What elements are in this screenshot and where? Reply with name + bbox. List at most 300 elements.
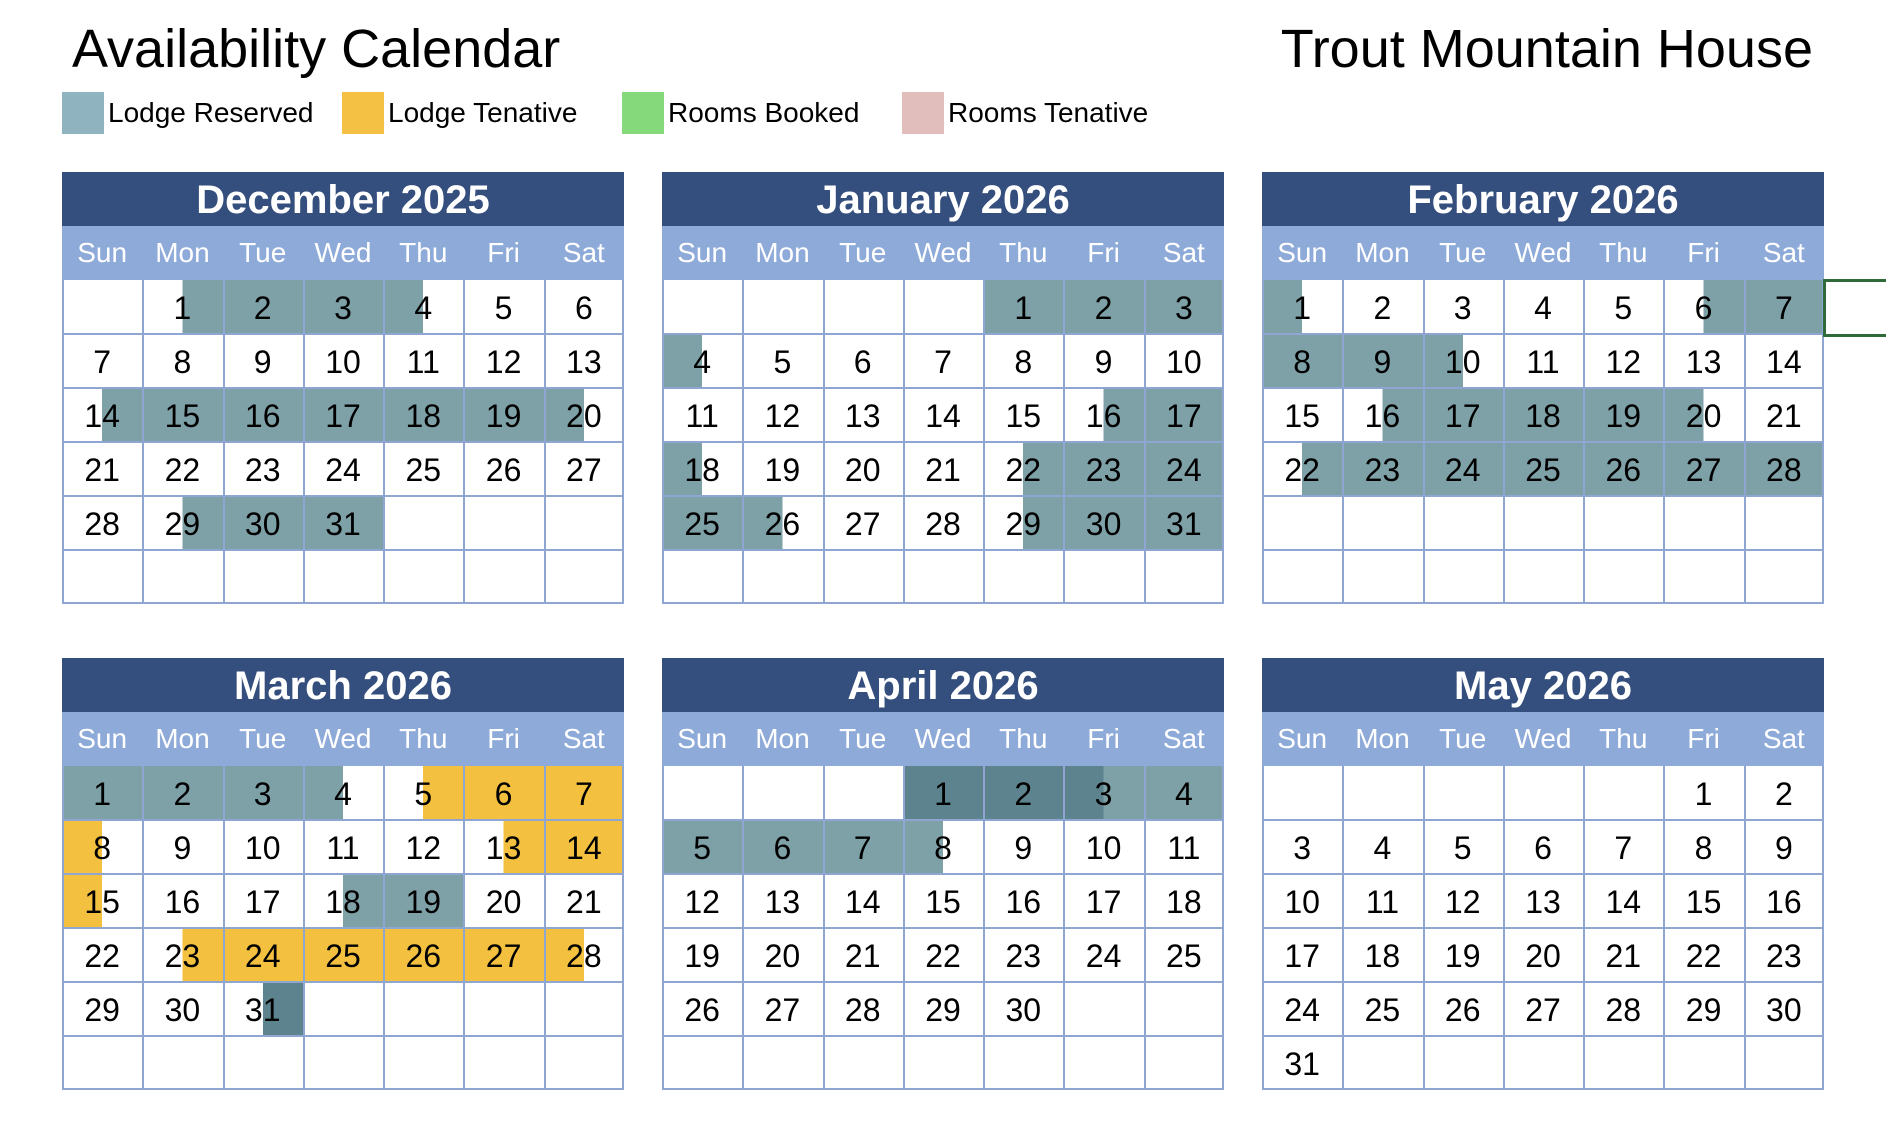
calendar-day[interactable] <box>823 982 903 1036</box>
grid-line <box>1262 549 1824 551</box>
grid-line <box>662 819 1224 821</box>
weekday-label: Sat <box>562 723 605 754</box>
calendar-day[interactable] <box>142 280 222 334</box>
calendar-day[interactable] <box>463 766 543 820</box>
calendar-day[interactable] <box>223 982 303 1036</box>
calendar-day[interactable] <box>983 766 1063 820</box>
day-number: 20 <box>844 452 881 488</box>
calendar-day[interactable] <box>223 334 303 388</box>
calendar-day[interactable] <box>662 982 742 1036</box>
calendar-day[interactable] <box>544 928 624 982</box>
day-number: 30 <box>164 992 201 1028</box>
day-number: 27 <box>764 992 801 1028</box>
calendar-day[interactable] <box>383 766 463 820</box>
day-number: 27 <box>566 452 602 488</box>
calendar-day[interactable] <box>662 820 742 874</box>
calendar-day[interactable] <box>1342 874 1422 928</box>
weekday-label: Tue <box>839 237 887 268</box>
calendar-day[interactable] <box>303 820 383 874</box>
day-number: 5 <box>414 776 433 812</box>
calendar-day[interactable] <box>463 388 543 442</box>
day-number: 28 <box>844 992 881 1028</box>
calendar-day[interactable] <box>903 442 983 496</box>
grid-line <box>662 549 1224 551</box>
day-number: 15 <box>1005 398 1042 434</box>
calendar-day[interactable] <box>303 766 383 820</box>
calendar-day[interactable] <box>903 874 983 928</box>
weekday-label: Sat <box>562 237 605 268</box>
day-number: 2 <box>173 776 192 812</box>
calendar-day[interactable] <box>62 442 142 496</box>
calendar-day[interactable] <box>223 820 303 874</box>
calendar-day[interactable] <box>383 442 463 496</box>
day-number: 7 <box>1614 830 1633 866</box>
calendar-day[interactable] <box>463 928 543 982</box>
calendar-day[interactable] <box>1423 874 1503 928</box>
day-number: 3 <box>334 290 352 326</box>
day-number: 24 <box>244 938 281 974</box>
day-number: 28 <box>1766 452 1802 488</box>
calendar-day[interactable] <box>742 820 822 874</box>
calendar-day[interactable] <box>1423 820 1503 874</box>
calendar-day[interactable] <box>1503 442 1583 496</box>
calendar-day[interactable] <box>142 928 222 982</box>
calendar-day[interactable] <box>142 982 222 1036</box>
calendar-day[interactable] <box>1744 928 1824 982</box>
day-number: 24 <box>325 452 361 488</box>
day-number: 17 <box>325 398 361 434</box>
day-number: 14 <box>925 398 961 434</box>
day-number: 6 <box>773 830 792 866</box>
day-number: 15 <box>84 884 120 920</box>
calendar-day[interactable] <box>1503 928 1583 982</box>
grid-line <box>1262 1035 1824 1037</box>
calendar-day[interactable] <box>544 820 624 874</box>
weekday-label: Thu <box>999 723 1048 754</box>
day-number: 13 <box>485 830 522 866</box>
calendar-day[interactable] <box>142 766 222 820</box>
calendar-day[interactable] <box>223 388 303 442</box>
calendar-day[interactable] <box>662 928 742 982</box>
calendar-day[interactable] <box>383 280 463 334</box>
calendar-day[interactable] <box>1663 928 1743 982</box>
calendar-day[interactable] <box>983 388 1063 442</box>
weekday-label: Fri <box>487 723 520 754</box>
day-number: 9 <box>1774 830 1793 866</box>
calendar-day[interactable] <box>1342 388 1422 442</box>
calendar-day[interactable] <box>1063 496 1143 550</box>
page-title: Availability Calendar <box>72 19 561 79</box>
calendar-day[interactable] <box>62 928 142 982</box>
day-number: 19 <box>485 398 522 434</box>
grid-line <box>62 927 624 929</box>
calendar-day[interactable] <box>544 874 624 928</box>
day-number: 6 <box>574 290 593 326</box>
calendar-day[interactable] <box>742 928 822 982</box>
calendar-day[interactable] <box>1262 874 1342 928</box>
calendar-day[interactable] <box>142 496 222 550</box>
weekday-header <box>1262 712 1824 766</box>
calendar-day[interactable] <box>903 820 983 874</box>
calendar-day[interactable] <box>1063 874 1143 928</box>
day-number: 29 <box>925 992 961 1028</box>
calendar-day[interactable] <box>662 388 742 442</box>
day-grid <box>62 766 624 1090</box>
day-number: 7 <box>1774 290 1793 326</box>
calendar-day[interactable] <box>1262 928 1342 982</box>
day-number: 13 <box>1525 884 1561 920</box>
calendar-day[interactable] <box>303 388 383 442</box>
calendar-day[interactable] <box>1744 442 1824 496</box>
day-number: 22 <box>1284 452 1320 488</box>
calendar-day[interactable] <box>142 334 222 388</box>
calendar-day[interactable] <box>823 334 903 388</box>
calendar-day[interactable] <box>1503 820 1583 874</box>
day-number: 17 <box>1284 938 1320 974</box>
calendar-day[interactable] <box>303 496 383 550</box>
weekday-label: Thu <box>1599 723 1648 754</box>
day-number: 16 <box>244 398 281 434</box>
calendar-day[interactable] <box>742 496 822 550</box>
day-number: 19 <box>1444 938 1481 974</box>
calendar-day[interactable] <box>1342 820 1422 874</box>
day-number: 25 <box>684 506 720 542</box>
day-number: 14 <box>566 830 602 866</box>
calendar-day[interactable] <box>1744 820 1824 874</box>
calendar-day[interactable] <box>1744 280 1824 334</box>
calendar-day[interactable] <box>1744 388 1824 442</box>
calendar-day[interactable] <box>303 334 383 388</box>
day-number: 20 <box>1685 398 1722 434</box>
calendar-day[interactable] <box>983 874 1063 928</box>
calendar-day[interactable] <box>1583 442 1663 496</box>
calendar-day[interactable] <box>983 928 1063 982</box>
calendar-day[interactable] <box>463 874 543 928</box>
calendar-day[interactable] <box>1583 874 1663 928</box>
calendar-day[interactable] <box>1503 982 1583 1036</box>
grid-line <box>662 1088 1224 1090</box>
day-number: 18 <box>684 452 720 488</box>
calendar-day[interactable] <box>1423 442 1503 496</box>
weekday-label: Tue <box>1439 237 1487 268</box>
day-number: 12 <box>764 398 801 434</box>
calendar-day[interactable] <box>383 928 463 982</box>
calendar-day[interactable] <box>62 388 142 442</box>
calendar-day[interactable] <box>1063 280 1143 334</box>
calendar-day[interactable] <box>1262 388 1342 442</box>
calendar-day[interactable] <box>983 820 1063 874</box>
day-number: 2 <box>1094 290 1113 326</box>
calendar-day[interactable] <box>544 766 624 820</box>
calendar-day[interactable] <box>823 442 903 496</box>
calendar-day[interactable] <box>544 280 624 334</box>
calendar-day[interactable] <box>303 928 383 982</box>
weekday-label: Mon <box>755 723 810 754</box>
weekday-label: Fri <box>1687 237 1720 268</box>
calendar-day[interactable] <box>1663 982 1743 1036</box>
calendar-day[interactable] <box>1744 874 1824 928</box>
calendar-day[interactable] <box>1423 280 1503 334</box>
calendar-day[interactable] <box>742 982 822 1036</box>
calendar-day[interactable] <box>1144 820 1224 874</box>
calendar-day[interactable] <box>742 388 822 442</box>
calendar-day[interactable] <box>983 442 1063 496</box>
calendar-day[interactable] <box>1744 766 1824 820</box>
day-number: 12 <box>1605 344 1642 380</box>
calendar-day[interactable] <box>983 334 1063 388</box>
calendar-day[interactable] <box>544 442 624 496</box>
calendar-day[interactable] <box>303 874 383 928</box>
property-name: Trout Mountain House <box>1280 19 1813 79</box>
weekday-header <box>662 712 1224 766</box>
calendar-day[interactable] <box>1423 982 1503 1036</box>
weekday-label: Tue <box>239 723 287 754</box>
calendar-day[interactable] <box>1342 334 1422 388</box>
calendar-day[interactable] <box>1144 874 1224 928</box>
calendar-day[interactable] <box>303 442 383 496</box>
calendar-day[interactable] <box>544 388 624 442</box>
calendar-day[interactable] <box>1583 820 1663 874</box>
calendar-day[interactable] <box>1144 334 1224 388</box>
calendar-day[interactable] <box>1663 820 1743 874</box>
day-number: 17 <box>244 884 281 920</box>
calendar-day[interactable] <box>1144 928 1224 982</box>
weekday-label: Fri <box>487 237 520 268</box>
calendar-day[interactable] <box>1262 1036 1342 1090</box>
day-number: 4 <box>1373 830 1392 866</box>
calendar-day[interactable] <box>742 334 822 388</box>
calendar-day[interactable] <box>1063 334 1143 388</box>
day-number: 27 <box>844 506 881 542</box>
month-calendar <box>62 172 624 604</box>
day-number: 29 <box>1005 506 1042 542</box>
day-number: 16 <box>1766 884 1802 920</box>
calendar-day[interactable] <box>223 874 303 928</box>
calendar-day[interactable] <box>142 820 222 874</box>
day-number: 1 <box>1694 776 1713 812</box>
day-number: 9 <box>1014 830 1033 866</box>
weekday-label: Thu <box>1599 237 1648 268</box>
calendar-day[interactable] <box>1503 874 1583 928</box>
month-calendar <box>662 172 1224 604</box>
calendar-day[interactable] <box>1663 388 1743 442</box>
calendar-day[interactable] <box>903 982 983 1036</box>
calendar-day[interactable] <box>1503 280 1583 334</box>
calendar-day[interactable] <box>1144 766 1224 820</box>
calendar-day[interactable] <box>463 280 543 334</box>
day-number: 27 <box>1685 452 1722 488</box>
day-number: 26 <box>684 992 720 1028</box>
day-number: 10 <box>1284 884 1320 920</box>
calendar-day[interactable] <box>662 442 742 496</box>
weekday-label: Sat <box>1762 723 1805 754</box>
calendar-day[interactable] <box>463 334 543 388</box>
day-number: 5 <box>494 290 513 326</box>
day-number: 5 <box>1453 830 1472 866</box>
calendar-day[interactable] <box>903 928 983 982</box>
grid-line <box>62 495 624 497</box>
calendar-day[interactable] <box>1342 928 1422 982</box>
calendar-day[interactable] <box>463 442 543 496</box>
calendar-day[interactable] <box>662 334 742 388</box>
calendar-day[interactable] <box>983 496 1063 550</box>
calendar-day[interactable] <box>903 334 983 388</box>
calendar-day[interactable] <box>983 280 1063 334</box>
month-calendar <box>662 658 1224 1090</box>
day-grid <box>1262 280 1824 604</box>
day-number: 9 <box>253 344 272 380</box>
calendar-day[interactable] <box>142 388 222 442</box>
day-number: 26 <box>485 452 522 488</box>
weekday-label: Mon <box>755 237 810 268</box>
calendar-day[interactable] <box>983 982 1063 1036</box>
calendar-day[interactable] <box>1583 388 1663 442</box>
grid-line <box>62 333 624 335</box>
grid-line <box>1262 819 1824 821</box>
day-number: 3 <box>1293 830 1312 866</box>
calendar-day[interactable] <box>1663 874 1743 928</box>
calendar-day[interactable] <box>303 280 383 334</box>
calendar-day[interactable] <box>1583 928 1663 982</box>
calendar-day[interactable] <box>823 496 903 550</box>
day-number: 4 <box>334 776 352 812</box>
calendar-day[interactable] <box>1262 280 1342 334</box>
day-number: 11 <box>685 398 719 434</box>
day-number: 24 <box>1166 452 1202 488</box>
day-number: 5 <box>1614 290 1633 326</box>
day-number: 17 <box>1444 398 1481 434</box>
calendar-day[interactable] <box>383 334 463 388</box>
calendar-day[interactable] <box>1144 280 1224 334</box>
calendar-day[interactable] <box>223 442 303 496</box>
calendar-day[interactable] <box>62 820 142 874</box>
calendar-day[interactable] <box>1503 334 1583 388</box>
calendar-day[interactable] <box>1663 280 1743 334</box>
calendar-day[interactable] <box>903 766 983 820</box>
calendar-day[interactable] <box>1342 442 1422 496</box>
day-number: 18 <box>1364 938 1401 974</box>
day-grid <box>662 280 1224 604</box>
day-number: 3 <box>1094 776 1113 812</box>
day-number: 10 <box>1444 344 1481 380</box>
grid-line <box>1262 333 1824 335</box>
calendar-day[interactable] <box>62 982 142 1036</box>
calendar-day[interactable] <box>1663 334 1743 388</box>
day-grid <box>1262 766 1824 1090</box>
calendar-day[interactable] <box>1063 820 1143 874</box>
calendar-day[interactable] <box>1423 928 1503 982</box>
day-number: 23 <box>1766 938 1802 974</box>
grid-line <box>62 387 624 389</box>
calendar-day[interactable] <box>903 388 983 442</box>
grid-line <box>62 1035 624 1037</box>
calendar-day[interactable] <box>1583 280 1663 334</box>
month-title: April 2026 <box>662 658 1224 712</box>
day-number: 19 <box>1605 398 1642 434</box>
weekday-label: Wed <box>1514 723 1572 754</box>
calendar-day[interactable] <box>1583 982 1663 1036</box>
day-number: 11 <box>1167 830 1201 866</box>
calendar-day[interactable] <box>223 280 303 334</box>
calendar-day[interactable] <box>62 766 142 820</box>
calendar-day[interactable] <box>823 820 903 874</box>
calendar-day[interactable] <box>1262 982 1342 1036</box>
grid-line <box>662 495 1224 497</box>
calendar-day[interactable] <box>223 496 303 550</box>
calendar-day[interactable] <box>142 442 222 496</box>
calendar-day[interactable] <box>1262 334 1342 388</box>
weekday-label: Fri <box>1687 723 1720 754</box>
calendar-day[interactable] <box>662 874 742 928</box>
weekday-header <box>62 712 624 766</box>
calendar-day[interactable] <box>383 388 463 442</box>
calendar-day[interactable] <box>1342 280 1422 334</box>
calendar-day[interactable] <box>223 766 303 820</box>
calendar-day[interactable] <box>1144 496 1224 550</box>
calendar-day[interactable] <box>383 820 463 874</box>
calendar-day[interactable] <box>1063 442 1143 496</box>
calendar-day[interactable] <box>1063 388 1143 442</box>
day-number: 20 <box>1525 938 1561 974</box>
calendar-day[interactable] <box>463 820 543 874</box>
calendar-day[interactable] <box>62 334 142 388</box>
day-number: 2 <box>1373 290 1392 326</box>
calendar-day[interactable] <box>1144 388 1224 442</box>
calendar-day[interactable] <box>903 496 983 550</box>
calendar-day[interactable] <box>1262 820 1342 874</box>
calendar-day[interactable] <box>1423 388 1503 442</box>
calendar-day[interactable] <box>223 928 303 982</box>
calendar-day[interactable] <box>823 388 903 442</box>
calendar-day[interactable] <box>823 928 903 982</box>
day-number: 19 <box>684 938 720 974</box>
calendar-day[interactable] <box>383 874 463 928</box>
calendar-day[interactable] <box>62 496 142 550</box>
calendar-day[interactable] <box>1663 766 1743 820</box>
calendar-day[interactable] <box>544 334 624 388</box>
day-number: 25 <box>405 452 442 488</box>
calendar-day[interactable] <box>742 442 822 496</box>
calendar-day[interactable] <box>662 496 742 550</box>
calendar-day[interactable] <box>1503 388 1583 442</box>
calendar-day[interactable] <box>1744 982 1824 1036</box>
calendar-day[interactable] <box>742 874 822 928</box>
day-number: 21 <box>844 938 881 974</box>
weekday-label: Mon <box>1355 237 1410 268</box>
calendar-day[interactable] <box>1423 334 1503 388</box>
calendar-day[interactable] <box>1744 334 1824 388</box>
calendar-day[interactable] <box>142 874 222 928</box>
weekday-label: Wed <box>914 723 972 754</box>
calendar-day[interactable] <box>1342 982 1422 1036</box>
day-number: 30 <box>244 506 281 542</box>
weekday-header <box>62 226 624 280</box>
day-number: 5 <box>693 830 712 866</box>
calendar-day[interactable] <box>1063 766 1143 820</box>
calendar-day[interactable] <box>1063 928 1143 982</box>
calendar-day[interactable] <box>823 874 903 928</box>
calendar-day[interactable] <box>1663 442 1743 496</box>
day-number: 13 <box>566 344 602 380</box>
day-number: 30 <box>1766 992 1802 1028</box>
calendar-day[interactable] <box>1262 442 1342 496</box>
day-number: 23 <box>244 452 281 488</box>
calendar-day[interactable] <box>62 874 142 928</box>
calendar-day[interactable] <box>1144 442 1224 496</box>
day-number: 1 <box>173 290 192 326</box>
calendar-day[interactable] <box>1583 334 1663 388</box>
day-number: 26 <box>1444 992 1481 1028</box>
